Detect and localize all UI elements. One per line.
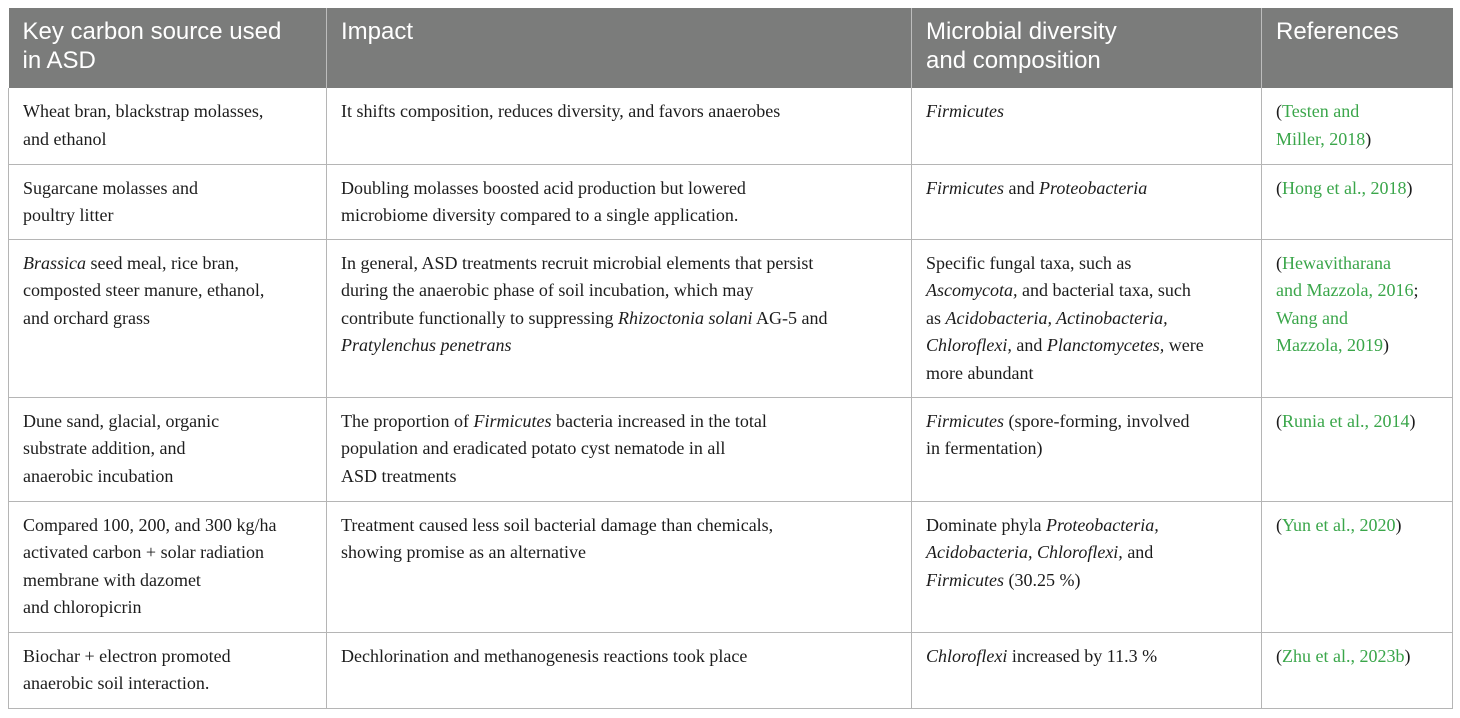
taxon-name: Chloroflexi [926, 645, 1008, 666]
table-row [9, 88, 1453, 164]
cell-references: (Yun et al., 2020) [1262, 501, 1453, 632]
cell-carbon-source: Brassica seed meal, rice bran, composted steer manure, ethanol, and orchard grass [9, 239, 327, 397]
cell-impact: Doubling molasses boosted acid production but lowered microbiome diversity compared to a single application. [327, 164, 912, 239]
taxon-name: Pratylenchus penetrans [341, 335, 512, 355]
taxon-name: Brassica [23, 252, 86, 273]
cell-carbon-source: Biochar + electron promoted anaerobic soil interaction. [9, 632, 327, 708]
taxon-name: Planctomycetes, [1046, 335, 1165, 355]
cell-microbial [912, 88, 1262, 164]
reference-link[interactable]: Zhu et al., 2023b [1282, 645, 1405, 666]
header-microbial-diversity: Microbial diversity and composition [912, 8, 1262, 88]
taxon-name: Firmicutes [473, 410, 552, 431]
taxon-name: Proteobacteria [1039, 177, 1148, 198]
taxon-name: Chloroflexi, [926, 335, 1012, 355]
taxon-name: Firmicutes [926, 410, 1004, 431]
cell-references: (Zhu et al., 2023b) [1262, 632, 1453, 708]
cell-microbial: Specific fungal taxa, such as Ascomycota, and bacterial taxa, such as Acidobacteria, Actinobacteria, Chloroflexi, and Planctomycetes, were more abundant [912, 239, 1262, 397]
reference-link[interactable]: Testen and [1282, 101, 1360, 121]
reference-link[interactable]: Wang and [1276, 307, 1349, 328]
table-row [9, 239, 1453, 397]
cell-impact: In general, ASD treatments recruit microbial elements that persist during the anaerobic phase of soil incubation, which may contribute functionally to suppressing Rhizoctonia solani AG-5 and Pratylenchus penetrans [327, 239, 912, 397]
taxon-name: Ascomycota, [926, 280, 1018, 300]
taxon-name: Acidobacteria, Actinobacteria, [945, 307, 1168, 328]
cell-references: (Hong et al., 2018) [1262, 164, 1453, 239]
reference-link[interactable]: Runia et al., 2014 [1282, 410, 1410, 431]
taxon-name: Acidobacteria, [926, 542, 1033, 562]
taxon-name: Rhizoctonia solani [617, 307, 753, 328]
table-row [9, 632, 1453, 708]
cell-microbial: Firmicutes and Proteobacteria [912, 164, 1262, 239]
header-impact: Impact [327, 8, 912, 88]
table-row [9, 164, 1453, 239]
cell-carbon-source: Compared 100, 200, and 300 kg/ha activated carbon + solar radiation membrane with dazomet and chloropicrin [9, 501, 327, 632]
taxon-name: Proteobacteria, [1045, 514, 1159, 535]
cell-impact: Treatment caused less soil bacterial damage than chemicals, showing promise as an alternative [327, 501, 912, 632]
table-row [9, 501, 1453, 632]
reference-link[interactable]: Hong et al., 2018 [1282, 177, 1407, 198]
cell-microbial: Chloroflexi increased by 11.3 % [912, 632, 1262, 708]
cell-impact: Dechlorination and methanogenesis reactions took place [327, 632, 912, 708]
reference-link[interactable]: Yun et al., 2020 [1282, 514, 1396, 535]
cell-references: (Hewavitharana and Mazzola, 2016; Wang and Mazzola, 2019) [1262, 239, 1453, 397]
reference-link[interactable]: and Mazzola, 2016 [1276, 280, 1414, 300]
cell-references: (Runia et al., 2014) [1262, 397, 1453, 501]
cell-microbial: Firmicutes (spore-forming, involved in fermentation) [912, 397, 1262, 501]
taxon-name: Firmicutes [926, 101, 1004, 121]
cell-references: (Testen and Miller, 2018) [1262, 88, 1453, 164]
taxon-name: Firmicutes [926, 569, 1004, 590]
cell-impact: It shifts composition, reduces diversity, and favors anaerobes [327, 88, 912, 164]
cell-carbon-source: Sugarcane molasses and poultry litter [9, 164, 327, 239]
taxon-name: Chloroflexi, [1036, 542, 1123, 562]
header-carbon-source: Key carbon source used in ASD [9, 8, 327, 88]
cell-microbial: Dominate phyla Proteobacteria, Acidobacteria, Chloroflexi, and Firmicutes (30.25 %) [912, 501, 1262, 632]
taxon-name: Firmicutes [926, 177, 1004, 198]
cell-carbon-source: Dune sand, glacial, organic substrate addition, and anaerobic incubation [9, 397, 327, 501]
cell-impact: The proportion of Firmicutes bacteria increased in the total population and eradicated potato cyst nematode in all ASD treatments [327, 397, 912, 501]
table-row [9, 397, 1453, 501]
reference-link[interactable]: Hewavitharana [1282, 252, 1391, 273]
reference-link[interactable]: Miller, 2018 [1276, 128, 1366, 149]
carbon-source-table [8, 8, 1453, 709]
cell-carbon-source: Wheat bran, blackstrap molasses, and ethanol [9, 88, 327, 164]
header-references: References [1262, 8, 1453, 88]
reference-link[interactable]: Mazzola, 2019 [1276, 335, 1383, 355]
header-row [9, 8, 1453, 88]
